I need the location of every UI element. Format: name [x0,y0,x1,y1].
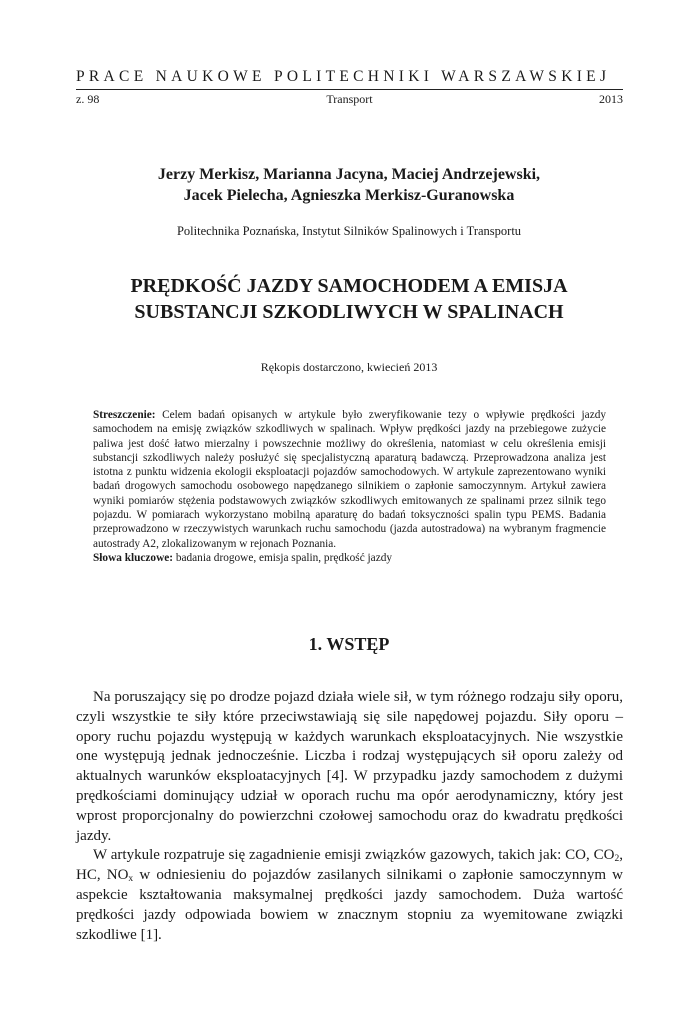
abstract-label: Streszczenie: [93,409,156,421]
section-body [76,688,623,945]
author-list [0,164,698,206]
author-line-1: Jerzy Merkisz, Marianna Jacyna, Maciej Andrzejewski, [157,166,541,183]
journal-title: PRACE NAUKOWE POLITECHNIKI WARSZAWSKIEJ [76,68,611,85]
keywords-label: Słowa kluczowe: [93,551,174,564]
abstract-paragraph [93,408,606,551]
body-paragraph-2 [76,846,623,945]
p2-part-a: W artykule rozpatruje się zagadnienie emisji związków gazowych, takich jak: CO, CO [93,847,615,864]
received-date: Rękopis dostarczono, kwiecień 2013 [260,360,438,374]
keywords-text: badania drogowe, emisja spalin, prędkość jazdy [175,551,393,564]
title-line-1: PRĘDKOŚĆ JAZDY SAMOCHODEM A EMISJA [130,275,568,297]
series-name: Transport [326,92,373,106]
title-line-2: SUBSTANCJI SZKODLIWYCH W SPALINACH [134,301,564,323]
paper-title [0,273,698,325]
author-line-2: Jacek Pielecha, Agnieszka Merkisz-Guranowska [183,187,515,204]
keywords-paragraph [93,551,606,565]
abstract-text: Celem badań opisanych w artykule było zweryfikowanie tezy o wpływie prędkości jazdy samochodem na emisję związków szkodliwych w spalinach. Wpływ prędkości jazdy na przebiegowe zużycie paliwa jest dość łatwo mierzalny i powszechnie możliwy do określenia, natomiast w celu określenia emisji substancji szkodliwych należy posłużyć się specjalistyczną aparaturą badawczą. Przeprowadzona analiza jest istotna z punktu widzenia ekologii eksploatacji pojazdów samochodowych. W artykule zaprezentowano wyniki badań drogowych samochodu osobowego napędzanego silnikiem o zapłonie samoczynnym. Artykuł zawiera wyniki pomiarów stężenia podstawowych związków szkodliwych emitowanych ze spalinami przez silnik tego pojazdu. W pomiarach wykorzystano mobilną aparaturę do badań toksyczności spalin typu PEMS. Badania przeprowadzono w rzeczywistych warunkach ruchu samochodu (jazda autostradowa) na wybranym fragmencie autostrady A2, zlokalizowanym w rejonach Poznania. [93,409,607,550]
volume-number: z. 98 [76,92,100,106]
p2-part-b: , HC, NO [76,847,623,884]
abstract [93,408,606,565]
nox-subscript: x [128,874,134,885]
affiliation: Politechnika Poznańska, Instytut Silników Spalinowych i Transportu [176,224,522,238]
publication-year: 2013 [599,92,623,106]
co2-subscript: 2 [614,854,620,865]
body-paragraph-1: Na poruszający się po drodze pojazd działa wiele sił, w tym różnego rodzaju siły oporu, czyli wszystkie te siły które przeciwstawiają się sile napędowej pojazdu. Siły oporu – opory ruchu pojazdu występują w każdych warunkach eksploatacyjnych. Nie wszystkie one występują jednak jednocześnie. Liczba i rodzaj występujących sił oporu zależy od aktualnych warunków eksploatacyjnych [4]. W przypadku jazdy samochodem z dużymi prędkościami dominujący udział w oporach ruchu ma opór aerodynamiczny, który jest wprost proporcjonalny do powierzchni czołowej samochodu oraz do kwadratu prędkości jazdy. [76,689,623,844]
p2-part-c: w odniesieniu do pojazdów zasilanych silnikami o zapłonie samoczynnym w aspekcie kształtowania maksymalnej prędkości jazdy samochodem. Duża wartość prędkości jazdy odpowiada bowiem w znacznym stopniu za wyemitowane związki szkodliwe [1]. [76,867,623,943]
header-rule [76,89,623,90]
section-heading: 1. WSTĘP [308,634,390,654]
header-meta [76,92,623,108]
